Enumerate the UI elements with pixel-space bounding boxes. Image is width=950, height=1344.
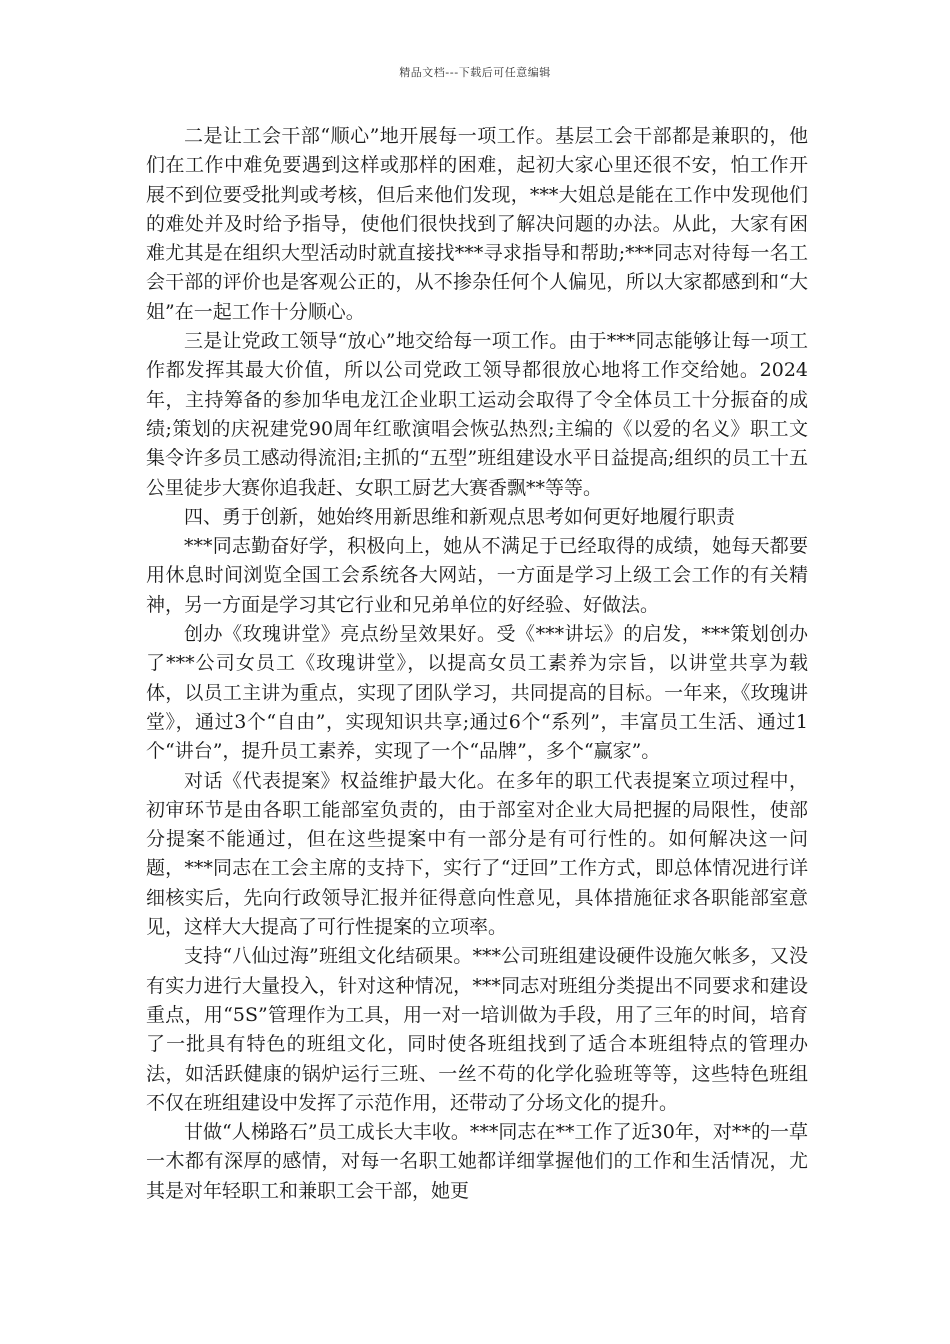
section-heading: 四、勇于创新，她始终用新思维和新观点思考如何更好地履行职责 <box>184 505 736 528</box>
paragraph: 创办《玫瑰讲堂》亮点纷呈效果好。受《***讲坛》的启发，***策划创办了***公司女员工《玫瑰讲堂》，以提高女员工素养为宗旨，以讲堂共享为载体，以员工主讲为重点，实现了团队学习，共同提高的目标。一年来，《玫瑰讲堂》，通过3个“自由”，实现知识共享;通过6个“系列”，丰富员工生活、通过1个“讲台”，提升员工素养，实现了一个“品牌”，多个“赢家”。 <box>146 623 808 763</box>
paragraph: 三是让党政工领导“放心”地交给每一项工作。由于***同志能够让每一项工作都发挥其最大价值，所以公司党政工领导都很放心地将工作交给她。2024年，主持筹备的参加华电龙江企业职工运动会取得了令全体员工十分振奋的成绩;策划的庆祝建党90周年红歌演唱会恢弘热烈;主编的《以爱的名义》职工文集令许多员工感动得流泪;主抓的“五型”班组建设水平日益提高;组织的员工十五公里徒步大赛你追我赶、女职工厨艺大赛香飘**等等。 <box>146 330 808 499</box>
paragraph: ***同志勤奋好学，积极向上，她从不满足于已经取得的成绩，她每天都要用休息时间浏览全国工会系统各大网站，一方面是学习上级工会工作的有关精神，另一方面是学习其它行业和兄弟单位的好经验、好做法。 <box>146 535 808 616</box>
paragraph: 甘做“人梯路石”员工成长大丰收。***同志在**工作了近30年，对**的一草一木都有深厚的感情，对每一名职工她都详细掌握他们的工作和生活情况，尤其是对年轻职工和兼职工会干部，她更 <box>146 1121 808 1202</box>
paragraph: 二是让工会干部“顺心”地开展每一项工作。基层工会干部都是兼职的，他们在工作中难免要遇到这样或那样的困难，起初大家心里还很不安，怕工作开展不到位要受批判或考核，但后来他们发现，***大姐总是能在工作中发现他们的难处并及时给予指导，使他们很快找到了解决问题的办法。从此，大家有困难尤其是在组织大型活动时就直接找***寻求指导和帮助;***同志对待每一名工会干部的评价也是客观公正的，从不掺杂任何个人偏见，所以大家都感到和“大姐”在一起工作十分顺心。 <box>146 125 808 323</box>
document-body <box>146 122 808 1206</box>
page-header: 精品文档---下载后可任意编辑 <box>399 66 551 79</box>
paragraph: 对话《代表提案》权益维护最大化。在多年的职工代表提案立项过程中，初审环节是由各职工能部室负责的，由于部室对企业大局把握的局限性，使部分提案不能通过，但在这些提案中有一部分是有可行性的。如何解决这一问题，***同志在工会主席的支持下，实行了“迂回”工作方式，即总体情况进行详细核实后，先向行政领导汇报并征得意向性意见，具体措施征求各职能部室意见，这样大大提高了可行性提案的立项率。 <box>146 769 808 939</box>
paragraph: 支持“八仙过海”班组文化结硕果。***公司班组建设硬件设施欠帐多，又没有实力进行大量投入，针对这种情况，***同志对班组分类提出不同要求和建设重点，用“5S”管理作为工具，用一对一培训做为手段，用了三年的时间，培育了一批具有特色的班组文化，同时使各班组找到了适合本班组特点的管理办法，如活跃健康的锅炉运行三班、一丝不苟的化学化验班等等，这些特色班组不仅在班组建设中发挥了示范作用，还带动了分场文化的提升。 <box>146 945 808 1114</box>
